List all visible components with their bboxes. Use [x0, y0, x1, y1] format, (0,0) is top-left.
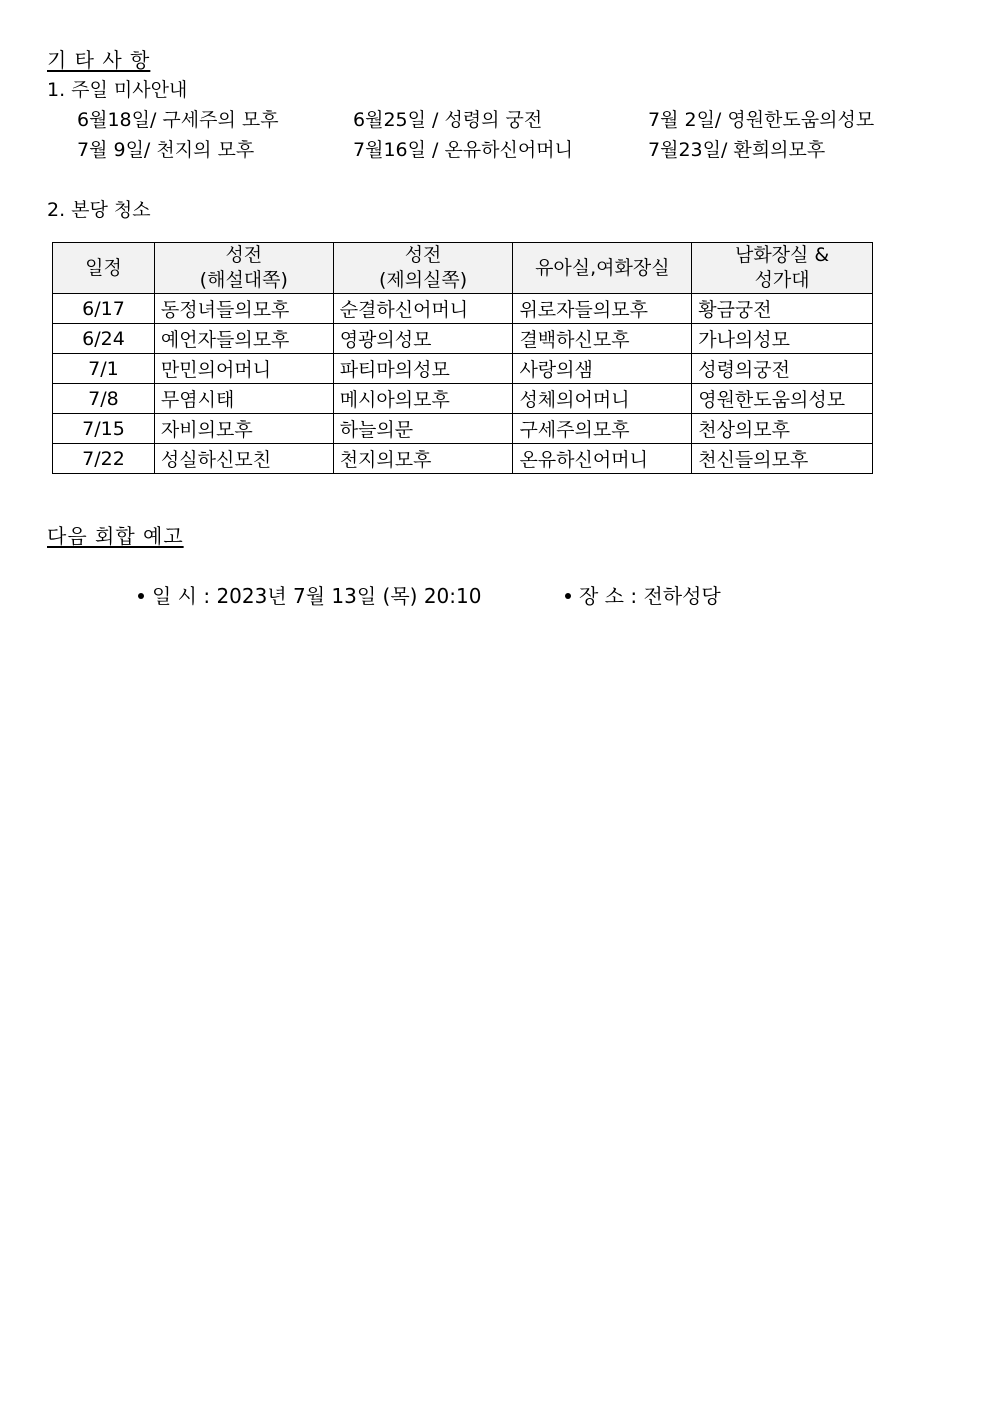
- meeting-place: [565, 580, 721, 609]
- row-date: 7/22: [53, 444, 155, 474]
- assigned-team: 성실하신모친: [154, 444, 333, 474]
- mass-entry: 7월16일 / 온유하신어머니: [353, 139, 573, 161]
- assigned-team: 예언자들의모후: [154, 324, 333, 354]
- table-row: [53, 414, 873, 444]
- mass-guide-title: 1. 주일 미사안내: [47, 79, 188, 101]
- assigned-team: 천신들의모후: [692, 444, 873, 474]
- header-nursery-womens-restroom: 유아실,여화장실: [513, 243, 692, 294]
- row-date: 7/1: [53, 354, 155, 384]
- header-mens-restroom-choir: 남화장실 & 성가대: [692, 243, 873, 294]
- mass-entry: 7월 9일/ 천지의 모후: [77, 139, 255, 161]
- assigned-team: 황금궁전: [692, 294, 873, 324]
- assigned-team: 천상의모후: [692, 414, 873, 444]
- assigned-team: 가나의성모: [692, 324, 873, 354]
- row-date: 6/17: [53, 294, 155, 324]
- bullet-icon: [138, 593, 144, 599]
- mass-entry: 6월18일/ 구세주의 모후: [77, 109, 279, 131]
- table-row: [53, 354, 873, 384]
- assigned-team: 위로자들의모후: [513, 294, 692, 324]
- row-date: 6/24: [53, 324, 155, 354]
- mass-entry: 7월23일/ 환희의모후: [648, 139, 826, 161]
- row-date: 7/8: [53, 384, 155, 414]
- assigned-team: 하늘의문: [333, 414, 513, 444]
- assigned-team: 성체의어머니: [513, 384, 692, 414]
- assigned-team: 영원한도움의성모: [692, 384, 873, 414]
- table-row: [53, 294, 873, 324]
- assigned-team: 메시아의모후: [333, 384, 513, 414]
- section-title-next-meeting: 다음 회합 예고: [47, 524, 184, 548]
- row-date: 7/15: [53, 414, 155, 444]
- table-header-row: [53, 243, 873, 294]
- header-sanctuary-commentary-side: 성전 (해설대쪽): [154, 243, 333, 294]
- meeting-time: [138, 580, 481, 609]
- assigned-team: 천지의모후: [333, 444, 513, 474]
- assigned-team: 순결하신어머니: [333, 294, 513, 324]
- assigned-team: 자비의모후: [154, 414, 333, 444]
- assigned-team: 구세주의모후: [513, 414, 692, 444]
- header-date: 일정: [53, 243, 155, 294]
- assigned-team: 성령의궁전: [692, 354, 873, 384]
- bullet-icon: [565, 593, 571, 599]
- table-row: [53, 384, 873, 414]
- meeting-time-text: 일 시 : 2023년 7월 13일 (목) 20:10: [152, 584, 482, 608]
- cleaning-title: 2. 본당 청소: [47, 199, 151, 221]
- table-row: [53, 444, 873, 474]
- meeting-place-text: 장 소 : 전하성당: [579, 584, 721, 608]
- table-row: [53, 324, 873, 354]
- assigned-team: 영광의성모: [333, 324, 513, 354]
- section-title-misc: 기 타 사 항: [47, 48, 151, 72]
- mass-entry: 7월 2일/ 영원한도움의성모: [648, 109, 875, 131]
- assigned-team: 파티마의성모: [333, 354, 513, 384]
- assigned-team: 사랑의샘: [513, 354, 692, 384]
- header-sanctuary-sacristy-side: 성전 (제의실쪽): [333, 243, 513, 294]
- assigned-team: 만민의어머니: [154, 354, 333, 384]
- assigned-team: 온유하신어머니: [513, 444, 692, 474]
- mass-entry: 6월25일 / 성령의 궁전: [353, 109, 543, 131]
- assigned-team: 동정녀들의모후: [154, 294, 333, 324]
- cleaning-table: [52, 242, 873, 474]
- assigned-team: 결백하신모후: [513, 324, 692, 354]
- assigned-team: 무염시태: [154, 384, 333, 414]
